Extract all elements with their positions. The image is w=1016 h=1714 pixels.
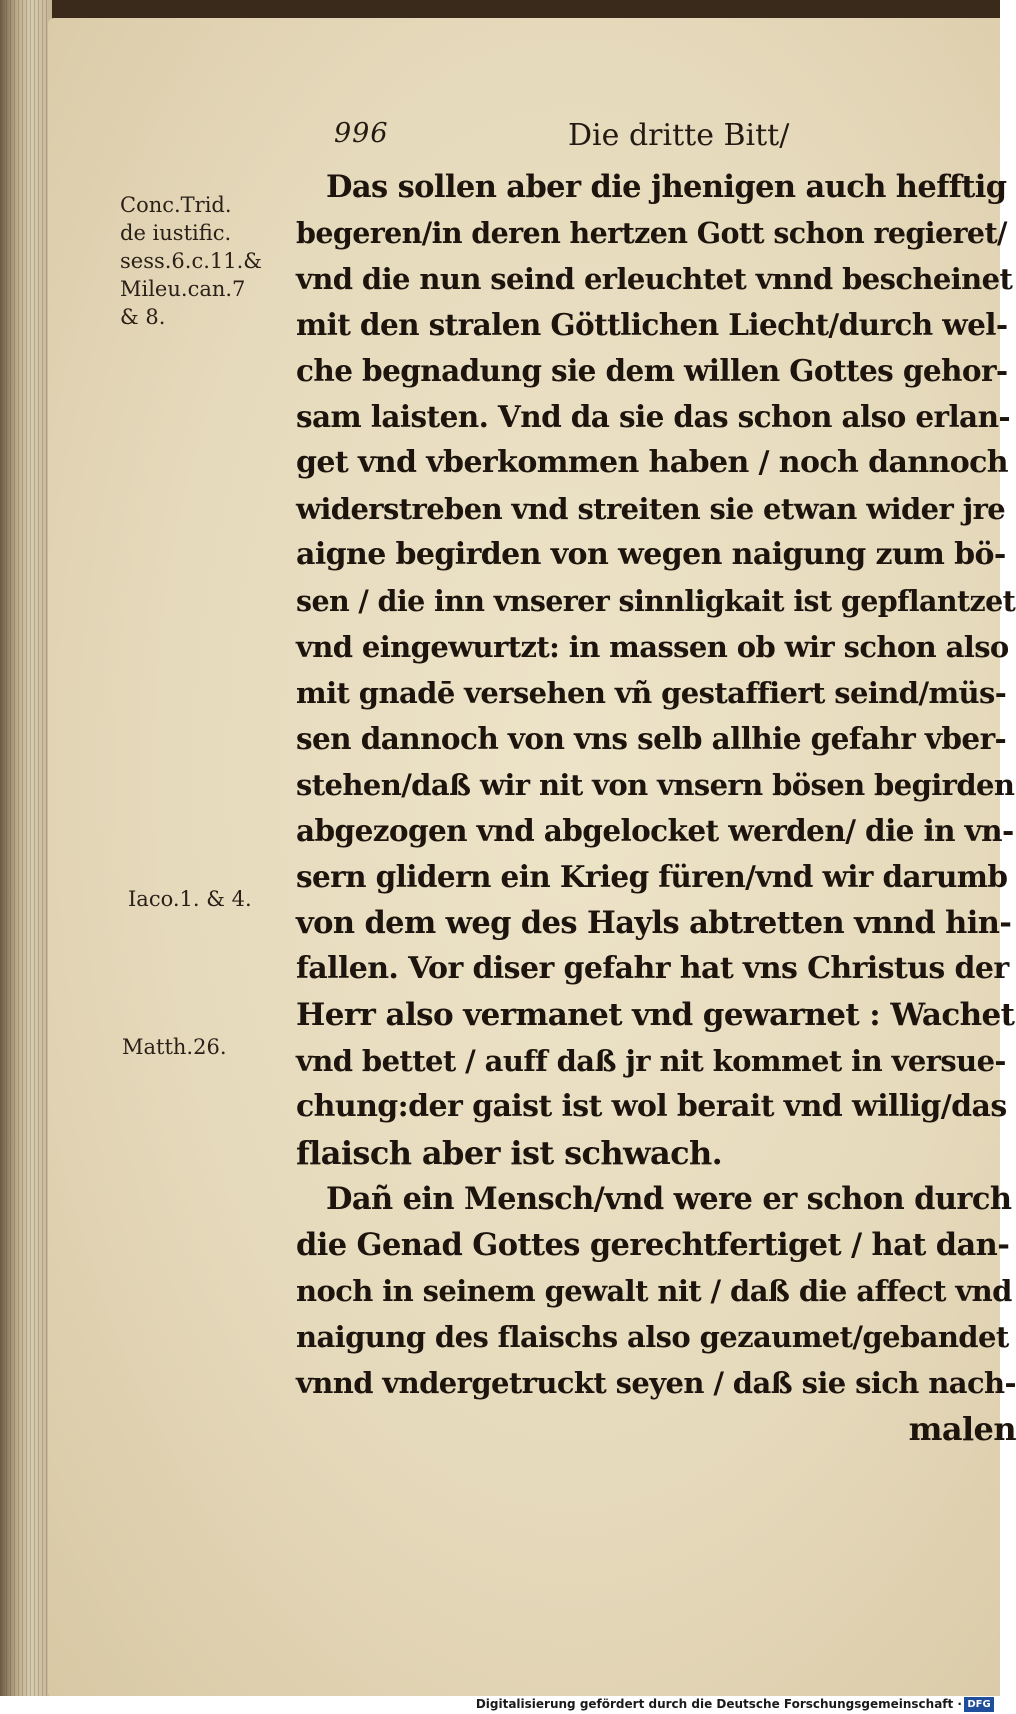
text-line: die Genad Gottes gerechtfertiget / hat dan- <box>296 1227 1010 1263</box>
dfg-logo-icon: DFG <box>964 1697 994 1712</box>
running-title: Die dritte Bitt/ <box>568 118 790 153</box>
margin-notes <box>120 18 310 1698</box>
text-line: Dañ ein Mensch/vnd were er schon durch <box>326 1181 1012 1217</box>
text-line: mit gnadē versehen vñ gestaffiert seind/müs- <box>296 676 1007 710</box>
text-line: stehen/daß wir nit von vnsern bösen begirden <box>296 768 1015 802</box>
text-line: sen / die inn vnserer sinnligkait ist gepflantzet <box>296 584 1016 618</box>
margin-note-iaco: Iaco.1. & 4. <box>128 887 252 911</box>
text-line: Herr also vermanet vnd gewarnet : Wachet <box>296 997 1015 1033</box>
text-line: naigung des flaischs also gezaumet/gebandet <box>296 1320 1009 1354</box>
text-line: von dem weg des Hayls abtretten vnnd hin- <box>296 905 1012 941</box>
text-line: sam laisten. Vnd da sie das schon also erlan- <box>296 399 1011 434</box>
text-line: get vnd vberkommen haben / noch dannoch <box>296 445 1008 480</box>
text-line: widerstreben vnd streiten sie etwan wider jre <box>296 492 1006 526</box>
text-line: che begnadung sie dem willen Gottes gehor- <box>296 353 1008 388</box>
body-text <box>296 164 1016 1452</box>
margin-note-conc-trid: Conc.Trid. <box>120 193 232 217</box>
digitization-credit: Digitalisierung gefördert durch die Deutsche Forschungsgemeinschaft · <box>475 1697 962 1711</box>
text-line: sern glidern ein Krieg füren/vnd wir darumb <box>296 859 1008 894</box>
book-page <box>48 18 1016 1698</box>
text-line: sen dannoch von vns selb allhie gefahr vber- <box>296 721 1007 756</box>
text-line: Das sollen aber die jhenigen auch hefftig <box>326 169 1007 205</box>
text-line: vnd die nun seind erleuchtet vnnd bescheinet <box>296 262 1013 296</box>
text-line: chung:der gaist ist wol berait vnd willig/das <box>296 1089 1007 1124</box>
text-line: fallen. Vor diser gefahr hat vns Christus der <box>296 951 1009 986</box>
text-line: abgezogen vnd abgelocket werden/ die in vn- <box>296 813 1014 848</box>
margin-note-sess: sess.6.c.11.& <box>120 249 262 273</box>
text-line: vnd bettet / auff daß jr nit kommet in versue- <box>296 1044 1006 1078</box>
catchword: malen <box>908 1410 1016 1448</box>
margin-note-de-iustific: de iustific. <box>120 221 232 245</box>
book-page-edges <box>0 0 52 1714</box>
text-line: begeren/in deren hertzen Gott schon regieret/ <box>296 216 1007 250</box>
page-number: 996 <box>334 118 389 149</box>
text-line: vnnd vndergetruckt seyen / daß sie sich nach- <box>296 1366 1016 1400</box>
margin-note-matth: Matth.26. <box>122 1035 227 1059</box>
text-line: flaisch aber ist schwach. <box>296 1134 723 1172</box>
margin-note-mileu: Mileu.can.7 <box>120 277 246 301</box>
text-line: mit den stralen Göttlichen Liecht/durch wel- <box>296 307 1008 342</box>
page-edge-lines <box>6 0 50 1714</box>
text-line: vnd eingewurtzt: in massen ob wir schon also <box>296 630 1009 664</box>
text-line: aigne begirden von wegen naigung zum bö- <box>296 537 1006 572</box>
margin-note-and-8: & 8. <box>120 305 166 329</box>
text-line: noch in seinem gewalt nit / daß die affect vnd <box>296 1274 1012 1308</box>
